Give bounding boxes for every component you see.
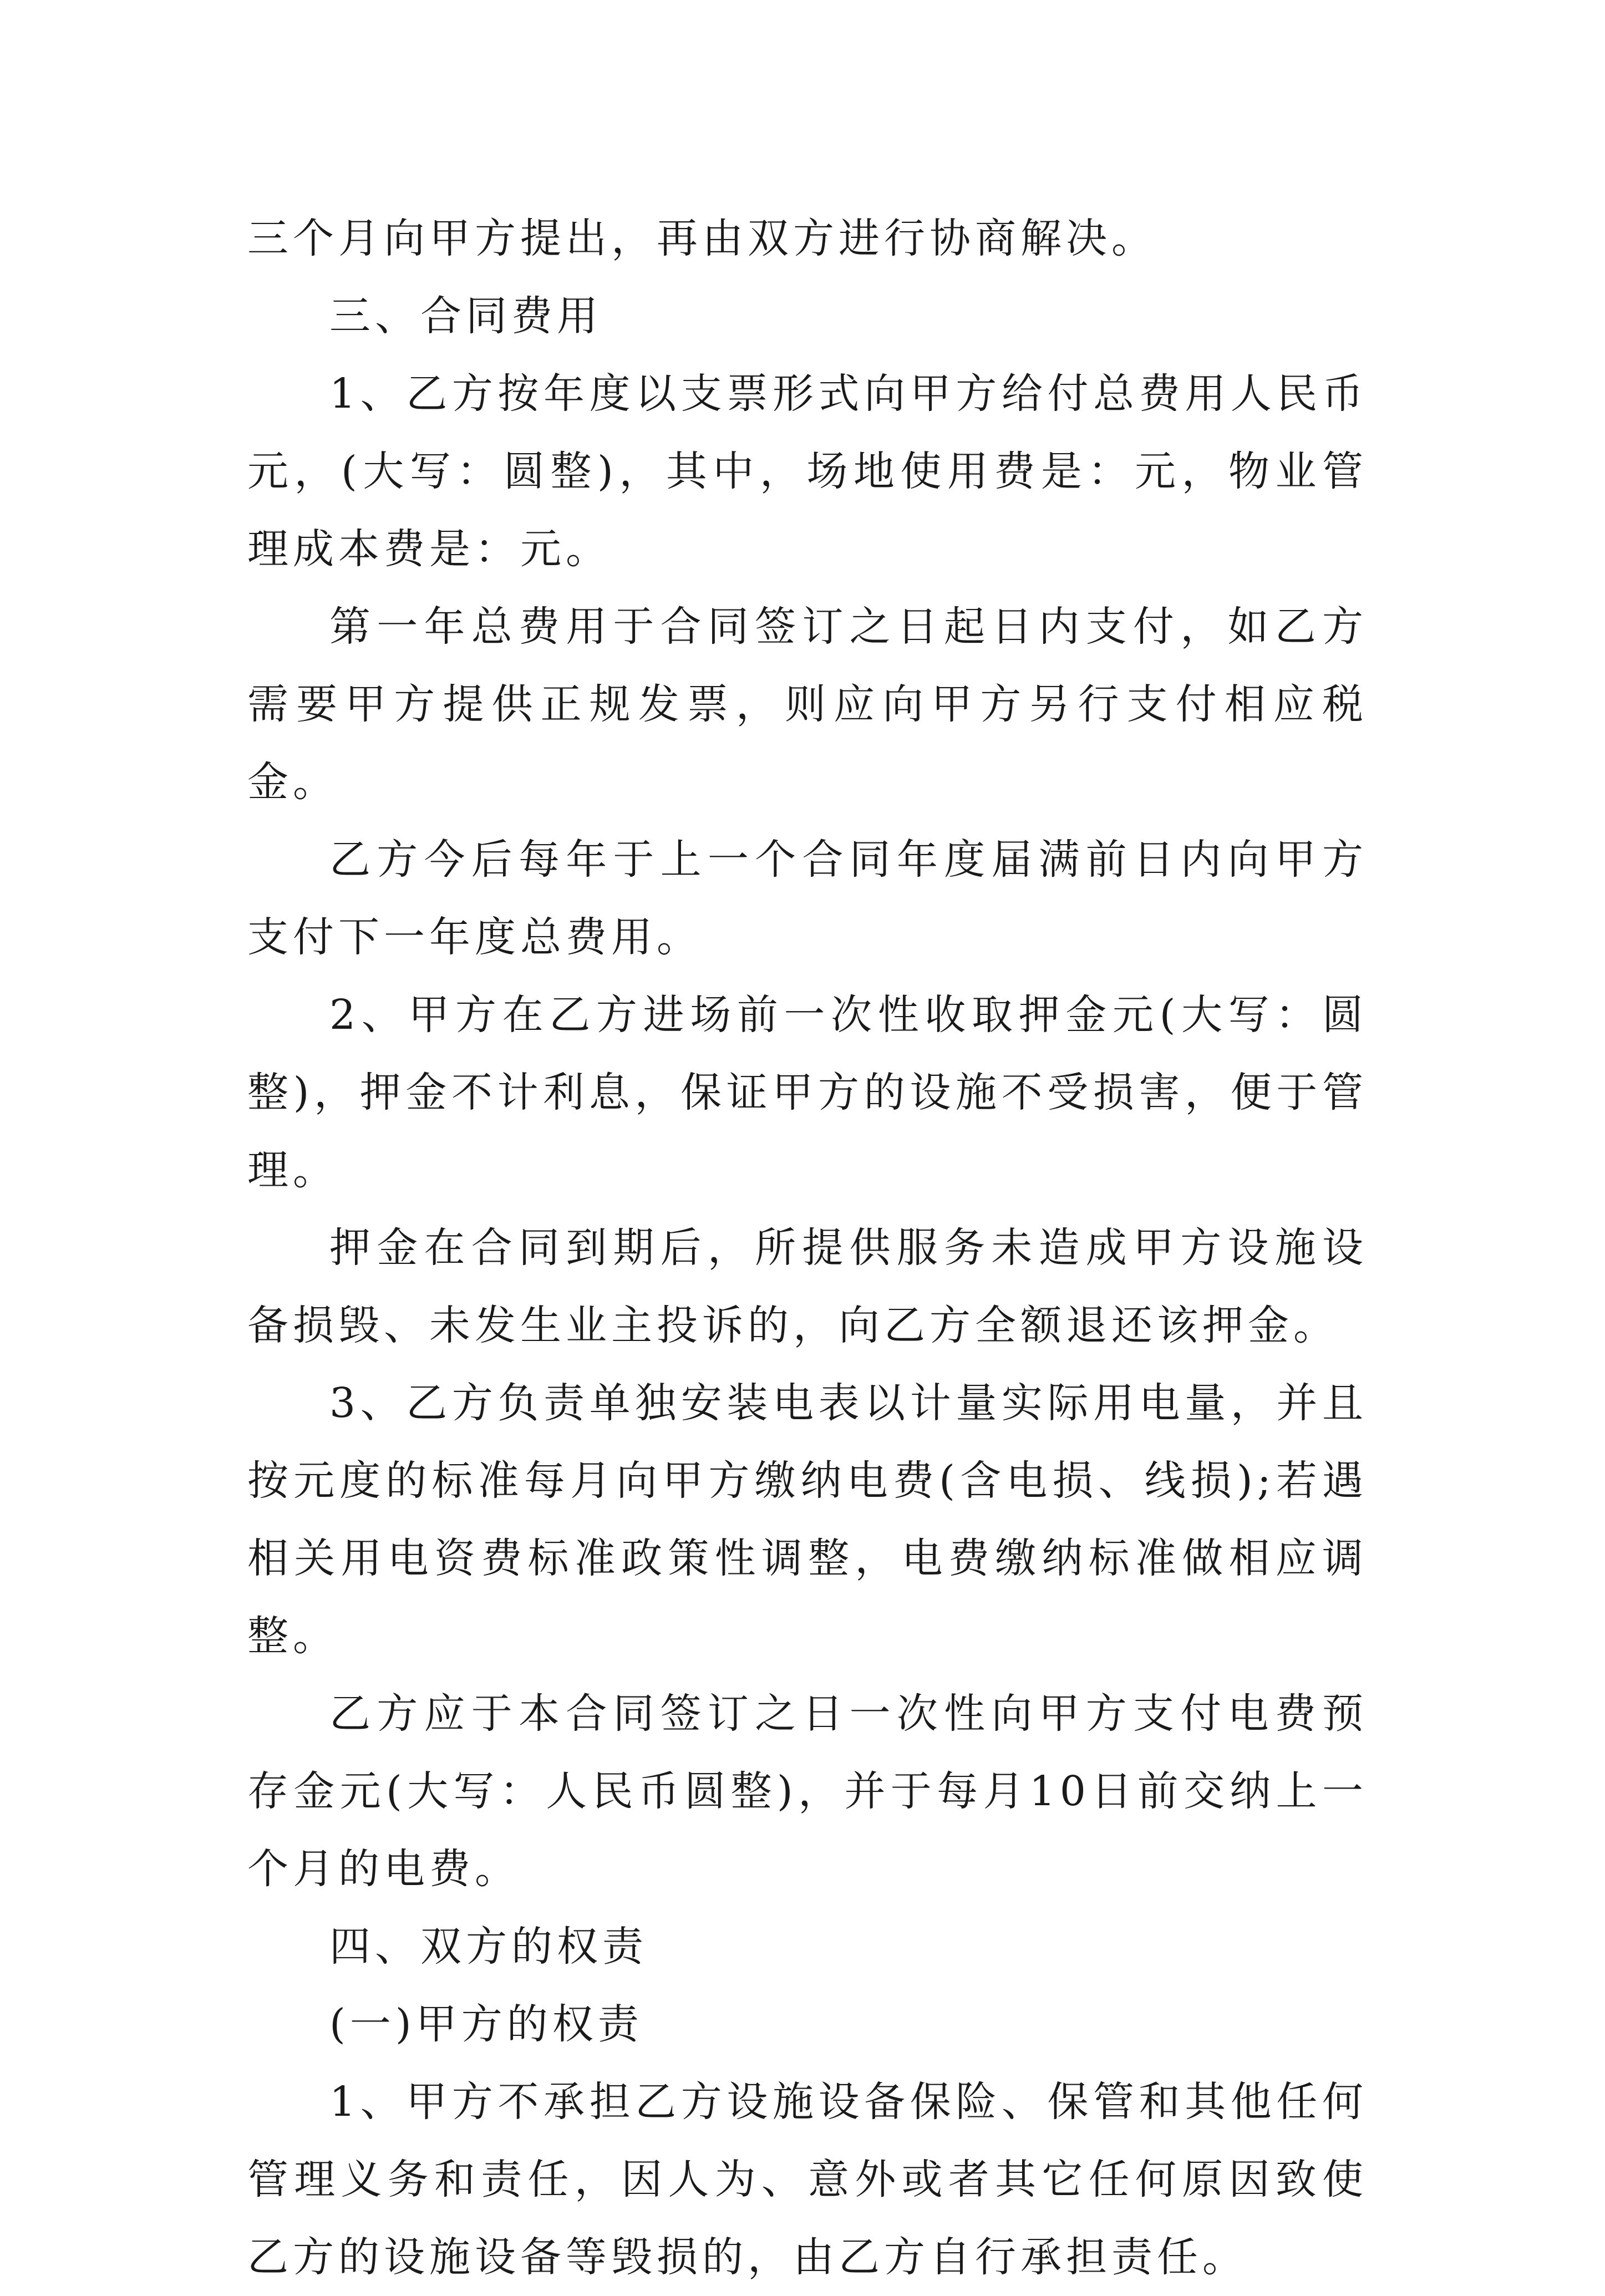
paragraph-continuation: 三个月向甲方提出，再由双方进行协商解决。 — [247, 215, 1157, 262]
paragraph-electricity-prepayment: 乙方应于本合同签订之日一次性向甲方支付电费预存金元(大写：人民币圆整)，并于每月10日前交纳上一个月的电费。 — [247, 1690, 1368, 1893]
subsection-heading-party-a: (一)甲方的权责 — [329, 2000, 643, 2048]
document-body — [247, 200, 1368, 2296]
clause-1-party-a-liability: 1、甲方不承担乙方设施设备保险、保管和其他任何管理义务和责任，因人为、意外或者其它任何原因致使乙方的设施设备等毁损的，由乙方自行承担责任。 — [247, 2078, 1368, 2281]
clause-2-deposit: 2、甲方在乙方进场前一次性收取押金元(大写：圆整)，押金不计利息，保证甲方的设施不受损害，便于管理。 — [247, 991, 1368, 1194]
clause-1-total-fees: 1、乙方按年度以支票形式向甲方给付总费用人民币元，(大写：圆整)，其中，场地使用费是：元，物业管理成本费是：元。 — [247, 370, 1368, 573]
clause-3-electricity: 3、乙方负责单独安装电表以计量实际用电量，并且按元度的标准每月向甲方缴纳电费(含电损、线损);若遇相关用电资费标准政策性调整，电费缴纳标准做相应调整。 — [247, 1379, 1368, 1660]
paragraph-deposit-refund: 押金在合同到期后，所提供服务未造成甲方设施设备损毁、未发生业主投诉的，向乙方全额退还该押金。 — [247, 1224, 1368, 1349]
paragraph-first-year-payment: 第一年总费用于合同签订之日起日内支付，如乙方需要甲方提供正规发票，则应向甲方另行支付相应税金。 — [247, 603, 1368, 806]
section-heading-contract-fees: 三、合同费用 — [329, 292, 602, 340]
section-heading-rights-duties: 四、双方的权责 — [329, 1923, 648, 1970]
paragraph-annual-payment: 乙方今后每年于上一个合同年度届满前日内向甲方支付下一年度总费用。 — [247, 836, 1368, 961]
